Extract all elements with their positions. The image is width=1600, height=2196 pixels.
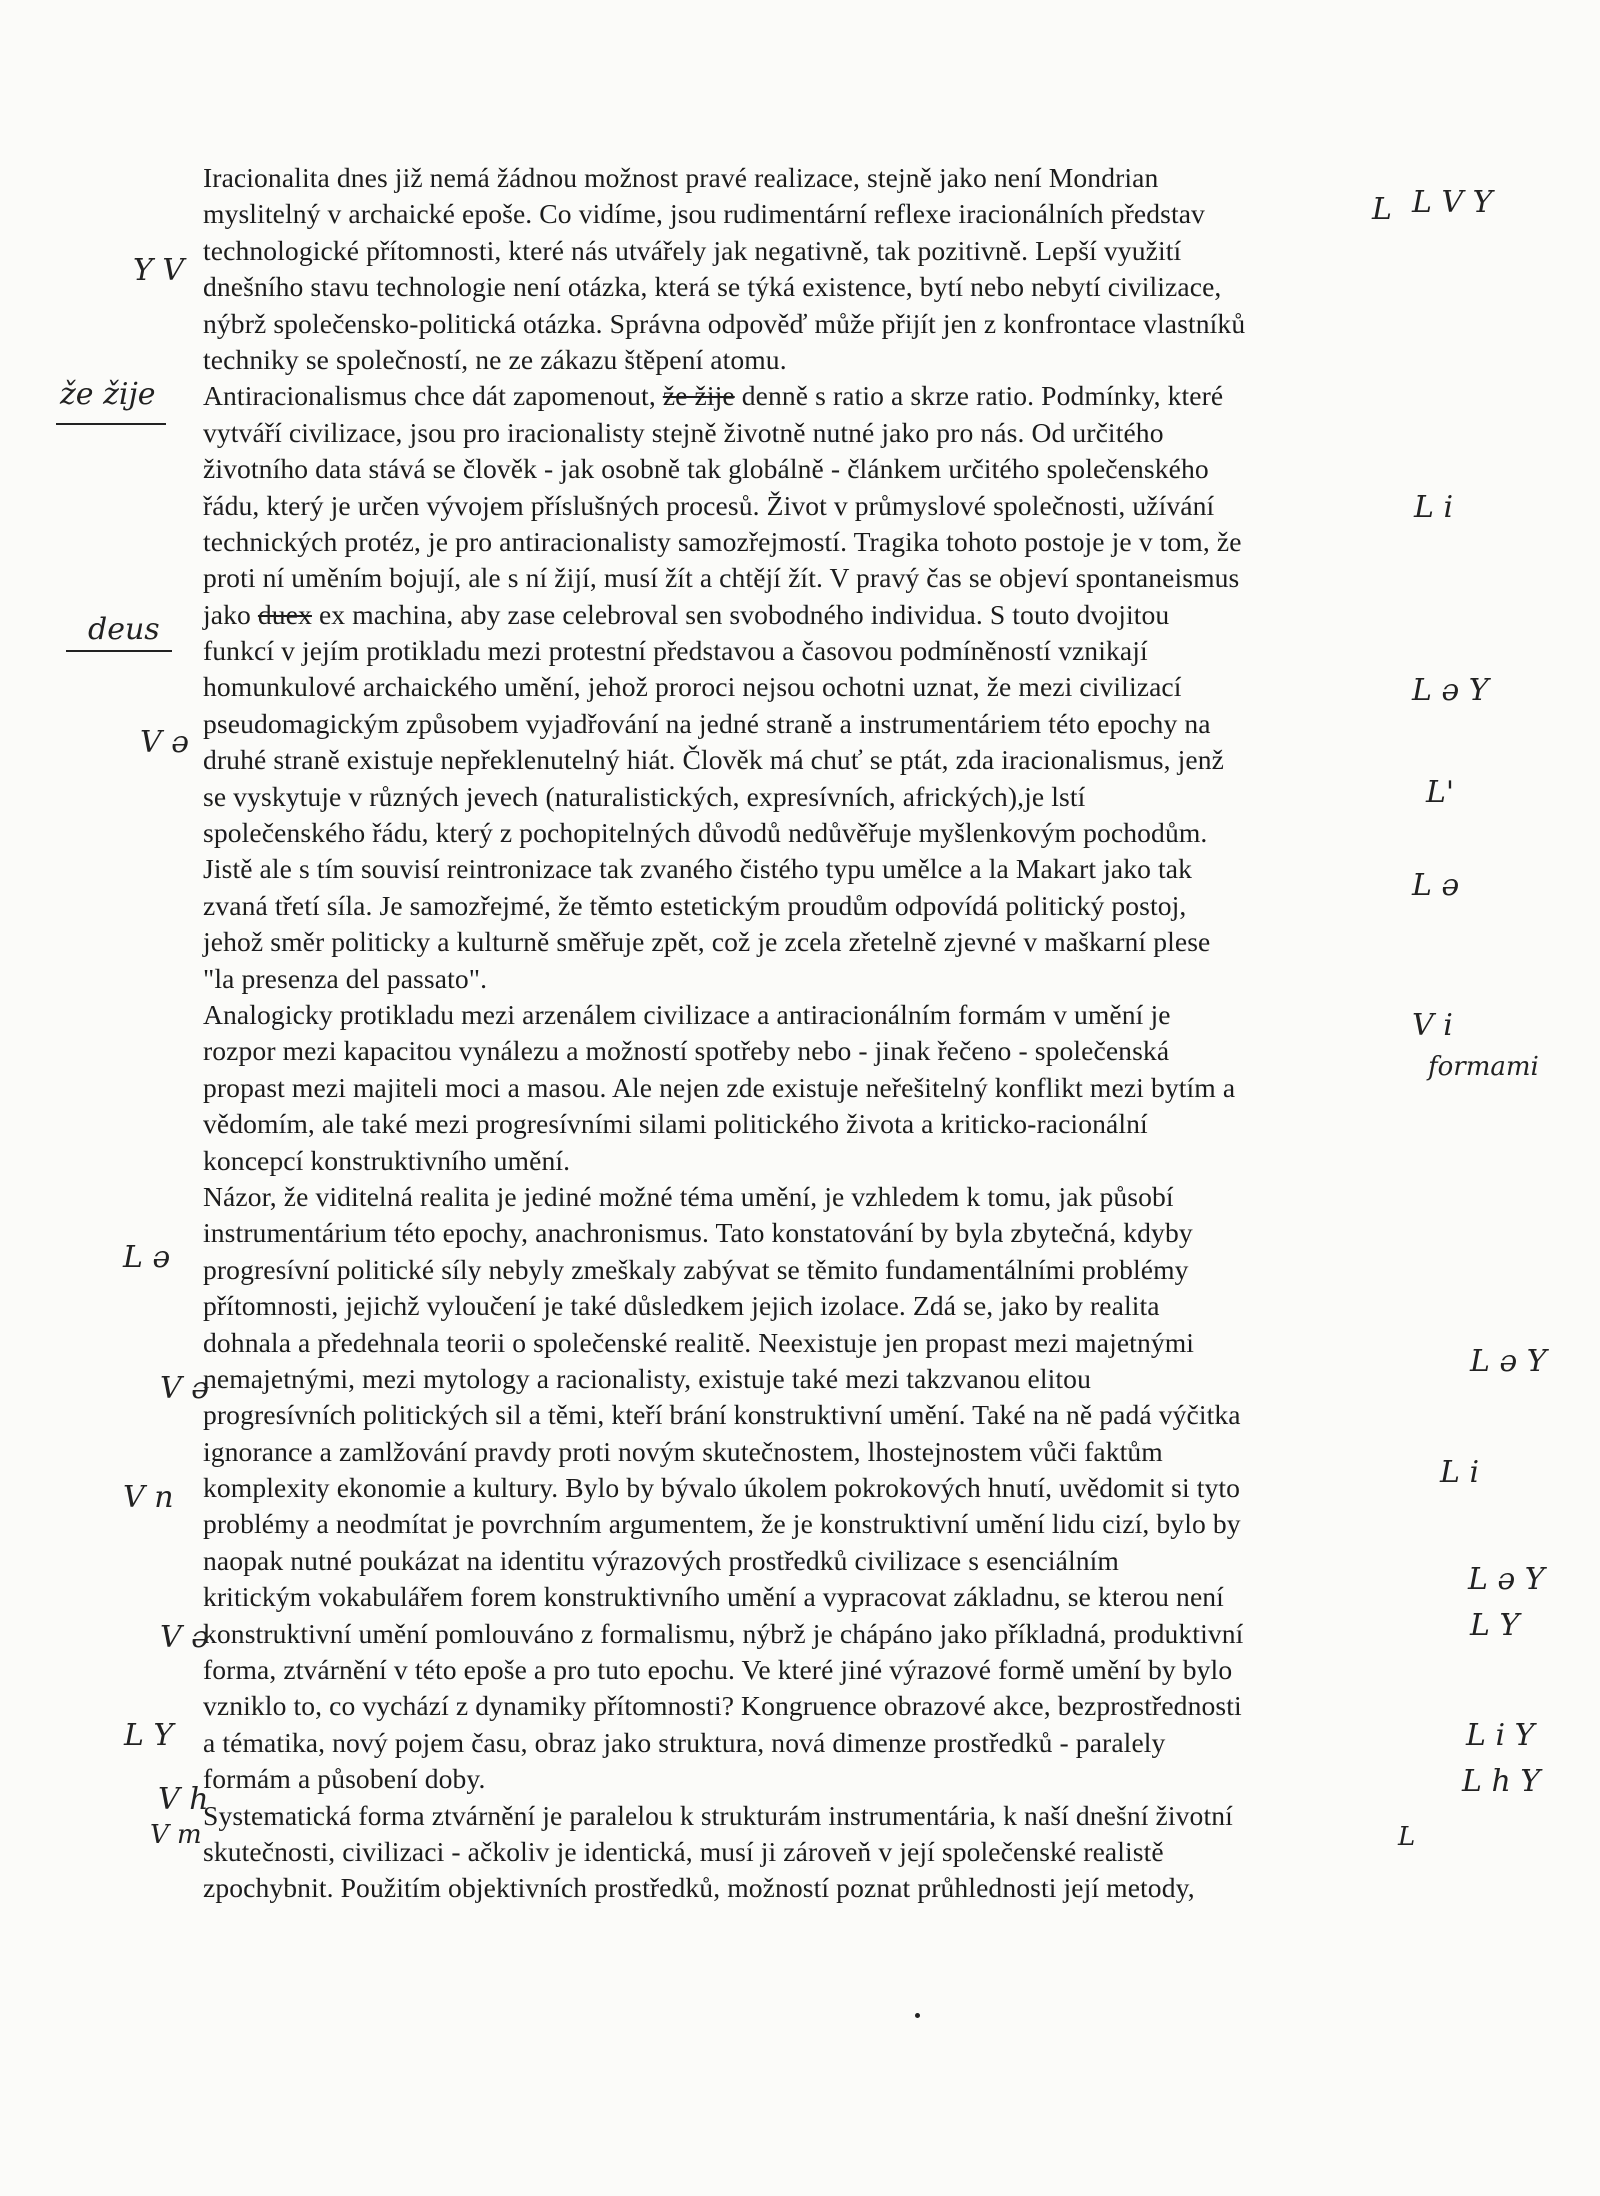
- text-line: [203, 233, 1413, 269]
- margin-note: L ə Y: [1412, 673, 1489, 708]
- text-segment: společenského řádu, který z pochopitelných důvodů nedůvěřuje myšlenkovým pochodům.: [203, 817, 1208, 849]
- text-line: [203, 888, 1413, 924]
- text-segment: formám a působení doby.: [203, 1763, 486, 1795]
- text-line: [203, 742, 1413, 778]
- text-segment: instrumentárium této epochy, anachronismus. Tato konstatování by byla zbytečná, kdyby: [203, 1217, 1193, 1249]
- margin-note: V ə: [140, 725, 189, 760]
- text-line: [203, 815, 1413, 851]
- text-segment: Analogicky protikladu mezi arzenálem civilizace a antiracionálním formám v umění je: [203, 998, 1171, 1030]
- margin-underline: [56, 423, 166, 425]
- text-line: [203, 1070, 1413, 1106]
- text-segment: myslitelný v archaické epoše. Co vidíme, jsou rudimentární reflexe iracionálních představ: [203, 198, 1205, 230]
- margin-note: V m: [150, 1820, 202, 1850]
- text-line: [203, 415, 1413, 451]
- text-segment: techniky se společností, ne ze zákazu štěpení atomu.: [203, 343, 787, 375]
- text-line: [203, 1215, 1413, 1251]
- text-segment: technologické přítomnosti, které nás utvářely jak negativně, tak pozitivně. Lepší využití: [203, 234, 1182, 266]
- margin-note: L i: [1414, 490, 1454, 525]
- margin-note: V i: [1412, 1008, 1453, 1043]
- text-line: [203, 779, 1413, 815]
- text-segment: technických protéz, je pro antiracionalisty samozřejmostí. Tragika tohoto postoje je v tom, že: [203, 525, 1242, 557]
- text-line: [203, 269, 1413, 305]
- text-segment: konstruktivní umění pomlouváno z formalismu, nýbrž je chápáno jako příkladná, produktivní: [203, 1617, 1244, 1649]
- text-segment: životního data stává se člověk - jak osobně tak globálně - článkem určitého společenského: [203, 453, 1209, 485]
- text-line: [203, 961, 1413, 997]
- text-line: [203, 1870, 1413, 1906]
- text-line: [203, 706, 1413, 742]
- margin-note: L V Y: [1412, 185, 1493, 220]
- margin-note: L: [1372, 192, 1392, 227]
- text-segment: skutečnosti, civilizaci - ačkoliv je identická, musí ji zároveň v její společenské realistě: [203, 1835, 1164, 1867]
- text-segment: se vyskytuje v různých jevech (naturalistických, expresívních, afrických),je lstí: [203, 780, 1086, 812]
- text-line: [203, 1761, 1413, 1797]
- margin-note: L h Y: [1462, 1764, 1541, 1799]
- text-segment: vzniklo to, co vychází z dynamiky přítomnosti? Kongruence obrazové akce, bezprostřednosti: [203, 1690, 1242, 1722]
- margin-note: L Y: [1470, 1608, 1520, 1643]
- margin-note: V n: [123, 1480, 174, 1515]
- page-dot: [915, 2013, 920, 2018]
- text-segment: rozpor mezi kapacitou vynálezu a možností spotřeby nebo - jinak řečeno - společenská: [203, 1035, 1170, 1067]
- text-segment: homunkulové archaického umění, jehož proroci nejsou ochotni uznat, že mezi civilizací: [203, 671, 1182, 703]
- text-segment: Antiracionalismus chce dát zapomenout,: [203, 380, 663, 412]
- text-segment: pseudomagickým způsobem vyjadřování na jedné straně a instrumentáriem této epochy na: [203, 707, 1211, 739]
- text-line: [203, 997, 1413, 1033]
- margin-note: že žije: [60, 377, 156, 412]
- text-line: [203, 1470, 1413, 1506]
- text-segment: progresívních politických sil a těmi, kteří brání konstruktivní umění. Také na ně padá výčitka: [203, 1399, 1241, 1431]
- text-line: [203, 669, 1413, 705]
- text-line: [203, 597, 1413, 633]
- text-line: [203, 488, 1413, 524]
- text-line: [203, 342, 1413, 378]
- text-segment: jako: [203, 598, 258, 630]
- typescript-body: [203, 160, 1416, 1907]
- text-segment: zvaná třetí síla. Je samozřejmé, že těmto estetickým proudům odpovídá politický postoj,: [203, 889, 1187, 921]
- margin-note: V ə: [160, 1620, 209, 1655]
- text-segment: zpochybnit. Použitím objektivních prostředků, možností poznat průhlednosti její metody,: [203, 1872, 1195, 1904]
- text-segment: dnešního stavu technologie není otázka, která se týká existence, bytí nebo nebytí civilizace,: [203, 271, 1222, 303]
- text-line: [203, 1543, 1413, 1579]
- text-line: [203, 378, 1413, 414]
- margin-note: L ə Y: [1468, 1562, 1545, 1597]
- margin-note: L Y: [124, 1718, 174, 1753]
- text-line: [203, 306, 1413, 342]
- margin-note: V ə: [160, 1371, 209, 1406]
- text-segment: a tématika, nový pojem času, obraz jako struktura, nová dimenze prostředků - paralely: [203, 1726, 1166, 1758]
- text-segment: ignorance a zamlžování pravdy proti novým skutečnostem, lhostejnostem vůči faktům: [203, 1435, 1163, 1467]
- text-line: [203, 1834, 1413, 1870]
- text-line: [203, 633, 1413, 669]
- text-line: [203, 1252, 1413, 1288]
- text-line: [203, 1798, 1413, 1834]
- margin-note: L ə Y: [1470, 1344, 1547, 1379]
- margin-note: formami: [1428, 1052, 1539, 1082]
- margin-note: L: [1398, 1822, 1416, 1852]
- text-line: [203, 1033, 1413, 1069]
- text-line: [203, 1434, 1413, 1470]
- text-line: [203, 924, 1413, 960]
- text-segment: problémy a neodmítat je povrchním argumentem, že je konstruktivní umění lidu cizí, bylo by: [203, 1508, 1241, 1540]
- text-line: [203, 1106, 1413, 1142]
- margin-underline: [66, 650, 172, 652]
- text-segment: denně s ratio a skrze ratio. Podmínky, které: [734, 380, 1224, 412]
- text-segment: dohnala a předehnala teorii o společenské realitě. Neexistuje jen propast mezi majetnými: [203, 1326, 1195, 1358]
- text-segment: Iracionalita dnes již nemá žádnou možnost pravé realizace, stejně jako není Mondrian: [203, 162, 1159, 193]
- text-line: [203, 1616, 1413, 1652]
- text-line: [203, 524, 1413, 560]
- text-segment: funkcí v jejím protikladu mezi protestní představou a časovou podmíněností vznikají: [203, 635, 1148, 667]
- text-segment: jehož směr politicky a kulturně směřuje zpět, což je zcela zřetelně zjevné v maškarní plese: [203, 926, 1211, 958]
- text-segment: řádu, který je určen vývojem příslušných procesů. Život v průmyslové společnosti, užívání: [203, 489, 1215, 521]
- text-segment: propast mezi majiteli moci a masou. Ale nejen zde existuje neřešitelný konflikt mezi bytím a: [203, 1071, 1236, 1103]
- text-line: [203, 560, 1413, 596]
- struck-text: duex: [257, 598, 312, 630]
- margin-note: L ə: [1412, 868, 1460, 903]
- text-segment: vědomím, ale také mezi progresívními silami politického života a kriticko-racionální: [203, 1108, 1148, 1140]
- text-segment: Názor, že viditelná realita je jediné možné téma umění, je vzhledem k tomu, jak působí: [203, 1180, 1174, 1212]
- text-segment: "la presenza del passato".: [203, 962, 488, 994]
- text-segment: ex machina, aby zase celebroval sen svobodného individua. S touto dvojitou: [311, 598, 1170, 630]
- text-segment: kritickým vokabulářem forem konstruktivního umění a vypracovat základnu, se kterou není: [203, 1581, 1224, 1613]
- margin-note: Y V: [133, 253, 185, 288]
- text-segment: vytváří civilizace, jsou pro iracionalisty stejně životně nutné jako pro nás. Od určitého: [203, 416, 1164, 448]
- text-line: [203, 1361, 1413, 1397]
- text-line: [203, 1652, 1413, 1688]
- text-segment: Jistě ale s tím souvisí reintronizace tak zvaného čistého typu umělce a la Makart jako tak: [203, 853, 1193, 885]
- struck-text: že žije: [662, 380, 735, 412]
- text-segment: přítomnosti, jejichž vyloučení je také důsledkem jejich izolace. Zdá se, jako by realita: [203, 1290, 1160, 1322]
- text-segment: naopak nutné poukázat na identitu výrazových prostředků civilizace s esenciálním: [203, 1544, 1119, 1576]
- text-line: [203, 451, 1413, 487]
- margin-note: L ə: [123, 1240, 171, 1275]
- text-segment: komplexity ekonomie a kultury. Bylo by bývalo úkolem pokrokových hnutí, uvědomit si tyto: [203, 1472, 1241, 1504]
- text-segment: koncepcí konstruktivního umění.: [203, 1144, 571, 1176]
- text-line: [203, 196, 1413, 232]
- margin-note: deus: [88, 612, 160, 647]
- text-line: [203, 1397, 1413, 1433]
- text-segment: nemajetnými, mezi mytology a racionalisty, existuje také mezi takzvanou elitou: [203, 1362, 1091, 1394]
- text-line: [203, 1506, 1413, 1542]
- text-segment: progresívní politické síly nebyly zmeškaly zabývat se těmito fundamentálními problémy: [203, 1253, 1189, 1285]
- text-line: [203, 1688, 1413, 1724]
- margin-note: L': [1426, 775, 1455, 810]
- text-line: [203, 1179, 1413, 1215]
- text-line: [203, 1325, 1413, 1361]
- margin-note: L i: [1440, 1455, 1480, 1490]
- text-line: [203, 851, 1413, 887]
- text-line: [203, 1143, 1413, 1179]
- text-line: [203, 1579, 1413, 1615]
- text-line: [203, 160, 1413, 196]
- text-segment: druhé straně existuje nepřeklenutelný hiát. Člověk má chuť se ptát, zda iracionalismus, jenž: [203, 744, 1224, 776]
- text-segment: forma, ztvárnění v této epoše a pro tuto epochu. Ve které jiné výrazové formě umění by bylo: [203, 1654, 1233, 1686]
- text-line: [203, 1288, 1413, 1324]
- margin-note: V h: [158, 1782, 209, 1817]
- text-line: [203, 1725, 1413, 1761]
- margin-note: L i Y: [1466, 1718, 1535, 1753]
- text-segment: proti ní uměním bojují, ale s ní žijí, musí žít a chtějí žít. V pravý čas se objeví spontaneismus: [203, 562, 1240, 594]
- text-segment: Systematická forma ztvárnění je paralelou k strukturám instrumentária, k naší dnešní životní: [203, 1799, 1233, 1831]
- text-segment: nýbrž společensko-politická otázka. Správna odpověď může přijít jen z konfrontace vlastníků: [203, 307, 1246, 339]
